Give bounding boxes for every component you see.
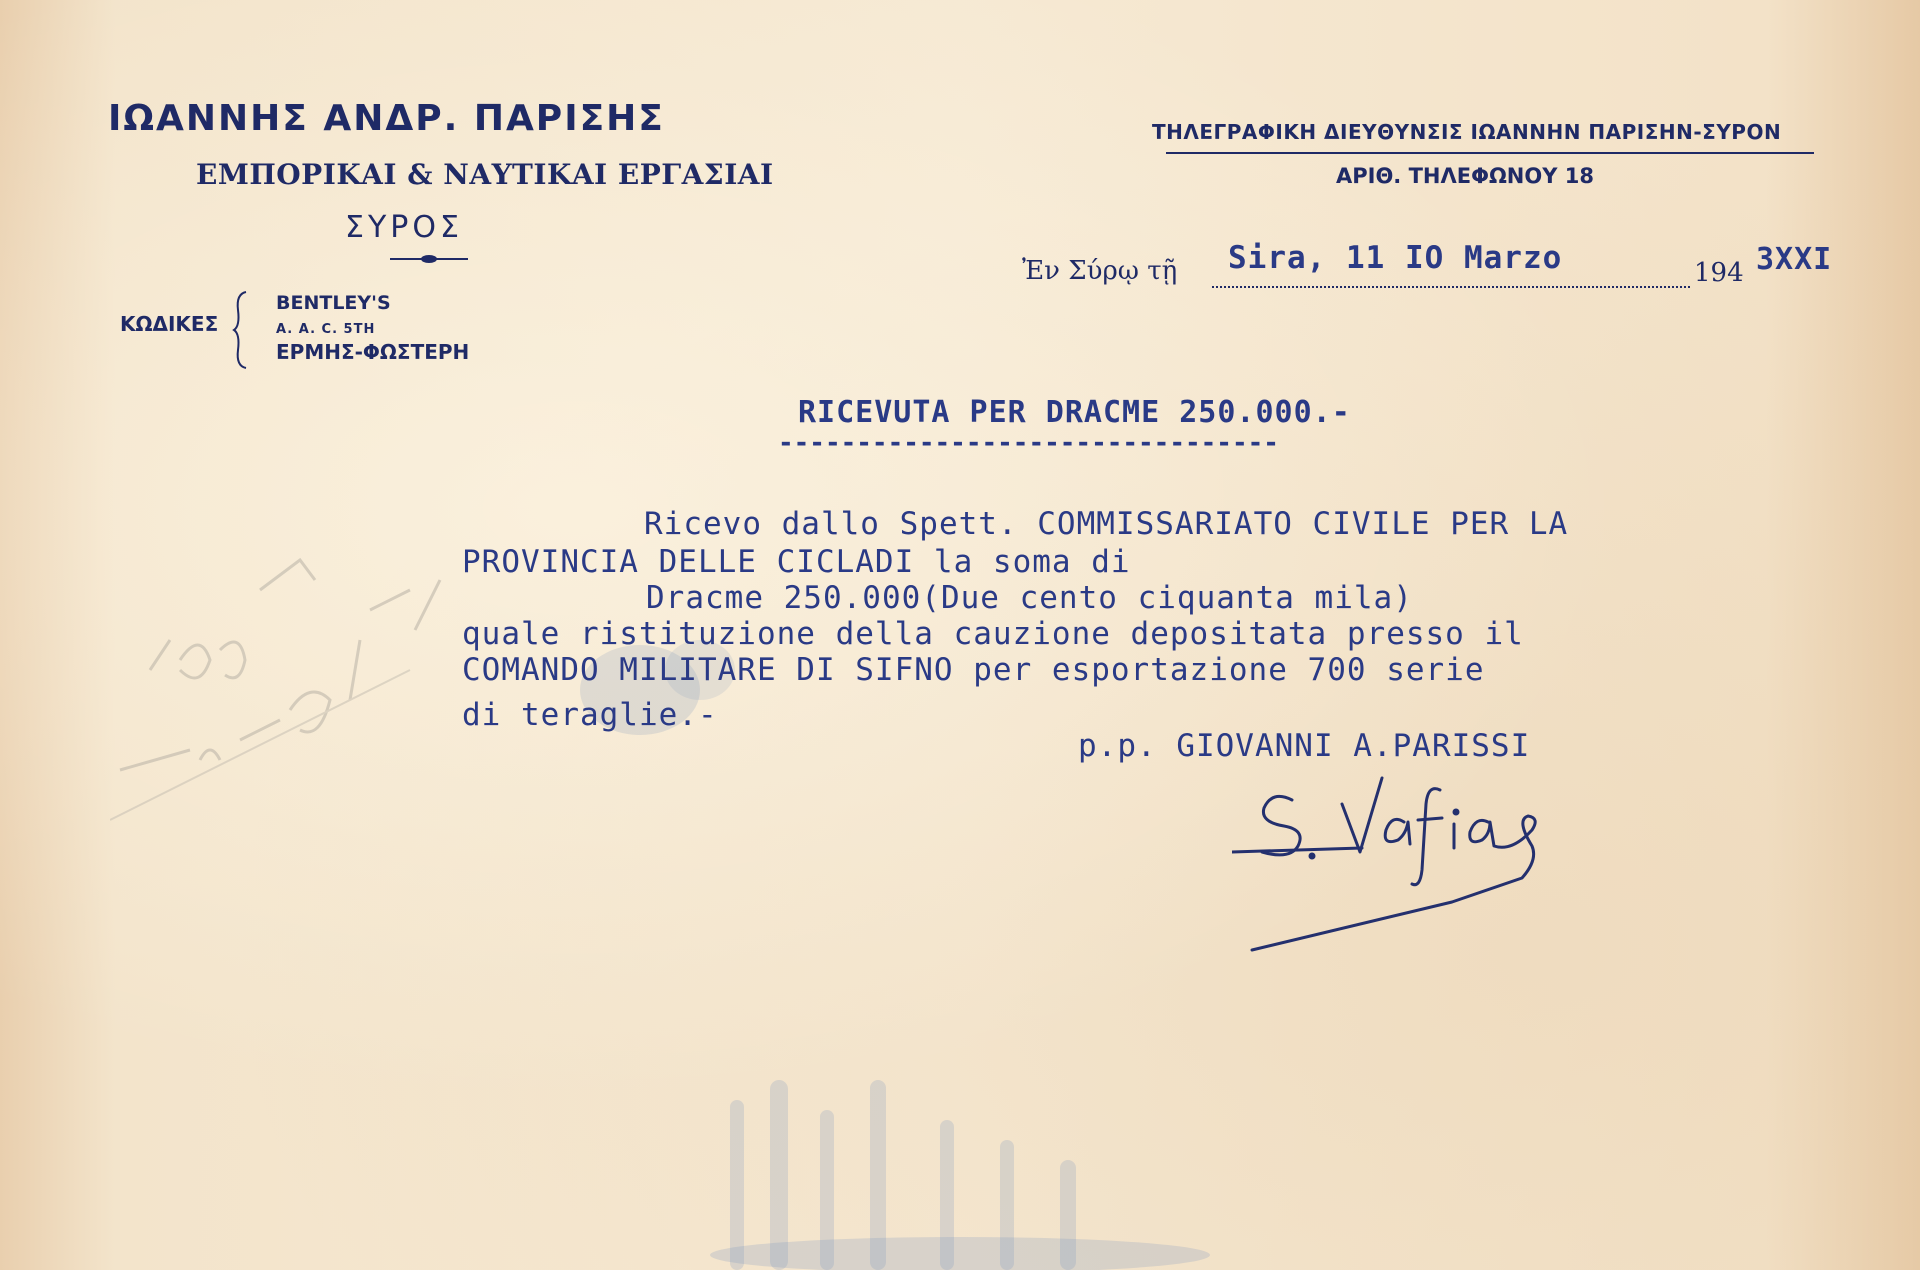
water-stain-mark [700, 1040, 1220, 1270]
receipt-body-line: Ricevo dallo Spett. COMMISSARIATO CIVILE PER LA [644, 506, 1569, 542]
place-label: Ἐν Σύρῳ τῇ [1022, 256, 1178, 286]
receipt-body-line: quale ristituzione della cauzione depositata presso il [462, 616, 1524, 652]
printed-year-prefix: 194 [1694, 258, 1744, 288]
company-name: ΙΩΑΝΝΗΣ ΑΝΔΡ. ΠΑΡΙΣΗΣ [108, 98, 665, 139]
company-activity: ΕΜΠΟΡΙΚΑΙ & ΝΑΥΤΙΚΑΙ ΕΡΓΑΣΙΑΙ [196, 158, 774, 191]
phone-number: ΑΡΙΘ. ΤΗΛΕΦΩΝΟΥ 18 [1336, 164, 1594, 188]
ornament-divider-icon [390, 253, 468, 265]
pencil-notes-mark [110, 520, 470, 840]
typed-date: Sira, 11 IO Marzo [1228, 240, 1563, 276]
receipt-body-line: Dracme 250.000(Due cento ciquanta mila) [646, 580, 1413, 616]
receipt-body-line: COMANDO MILITARE DI SIFNO per esportazione 700 serie [462, 652, 1485, 688]
header-rule [1166, 152, 1814, 154]
telegraph-address: ΤΗΛΕΓΡΑΦΙΚΗ ΔΙΕΥΘΥΝΣΙΣ ΙΩΑΝΝΗΝ ΠΑΡΙΣΗΝ-ΣΥΡΟΝ [1152, 120, 1782, 144]
handwritten-signature [1232, 760, 1552, 960]
receipt-title: RICEVUTA PER DRACME 250.000.- [798, 395, 1351, 430]
receipt-body-line: di teraglie.- [462, 697, 718, 733]
telegraph-code: ΕΡΜΗΣ-ΦΩΣΤΕΡΗ [276, 340, 470, 364]
telegraph-code: A. A. C. 5TH [276, 322, 376, 337]
receipt-body-line: PROVINCIA DELLE CICLADI la soma di [462, 544, 1131, 580]
date-dotted-line [1212, 286, 1690, 288]
typed-year-suffix: 3XXI [1756, 242, 1833, 277]
company-city: ΣΥΡΟΣ [345, 210, 463, 245]
receipt-title-underline: -------------------------------- [778, 428, 1279, 458]
telegraph-code: BENTLEY'S [276, 292, 391, 314]
codes-label: ΚΩΔΙΚΕΣ [120, 312, 219, 336]
signatory-name: p.p. GIOVANNI A.PARISSI [1078, 728, 1531, 764]
brace-icon [232, 290, 250, 370]
